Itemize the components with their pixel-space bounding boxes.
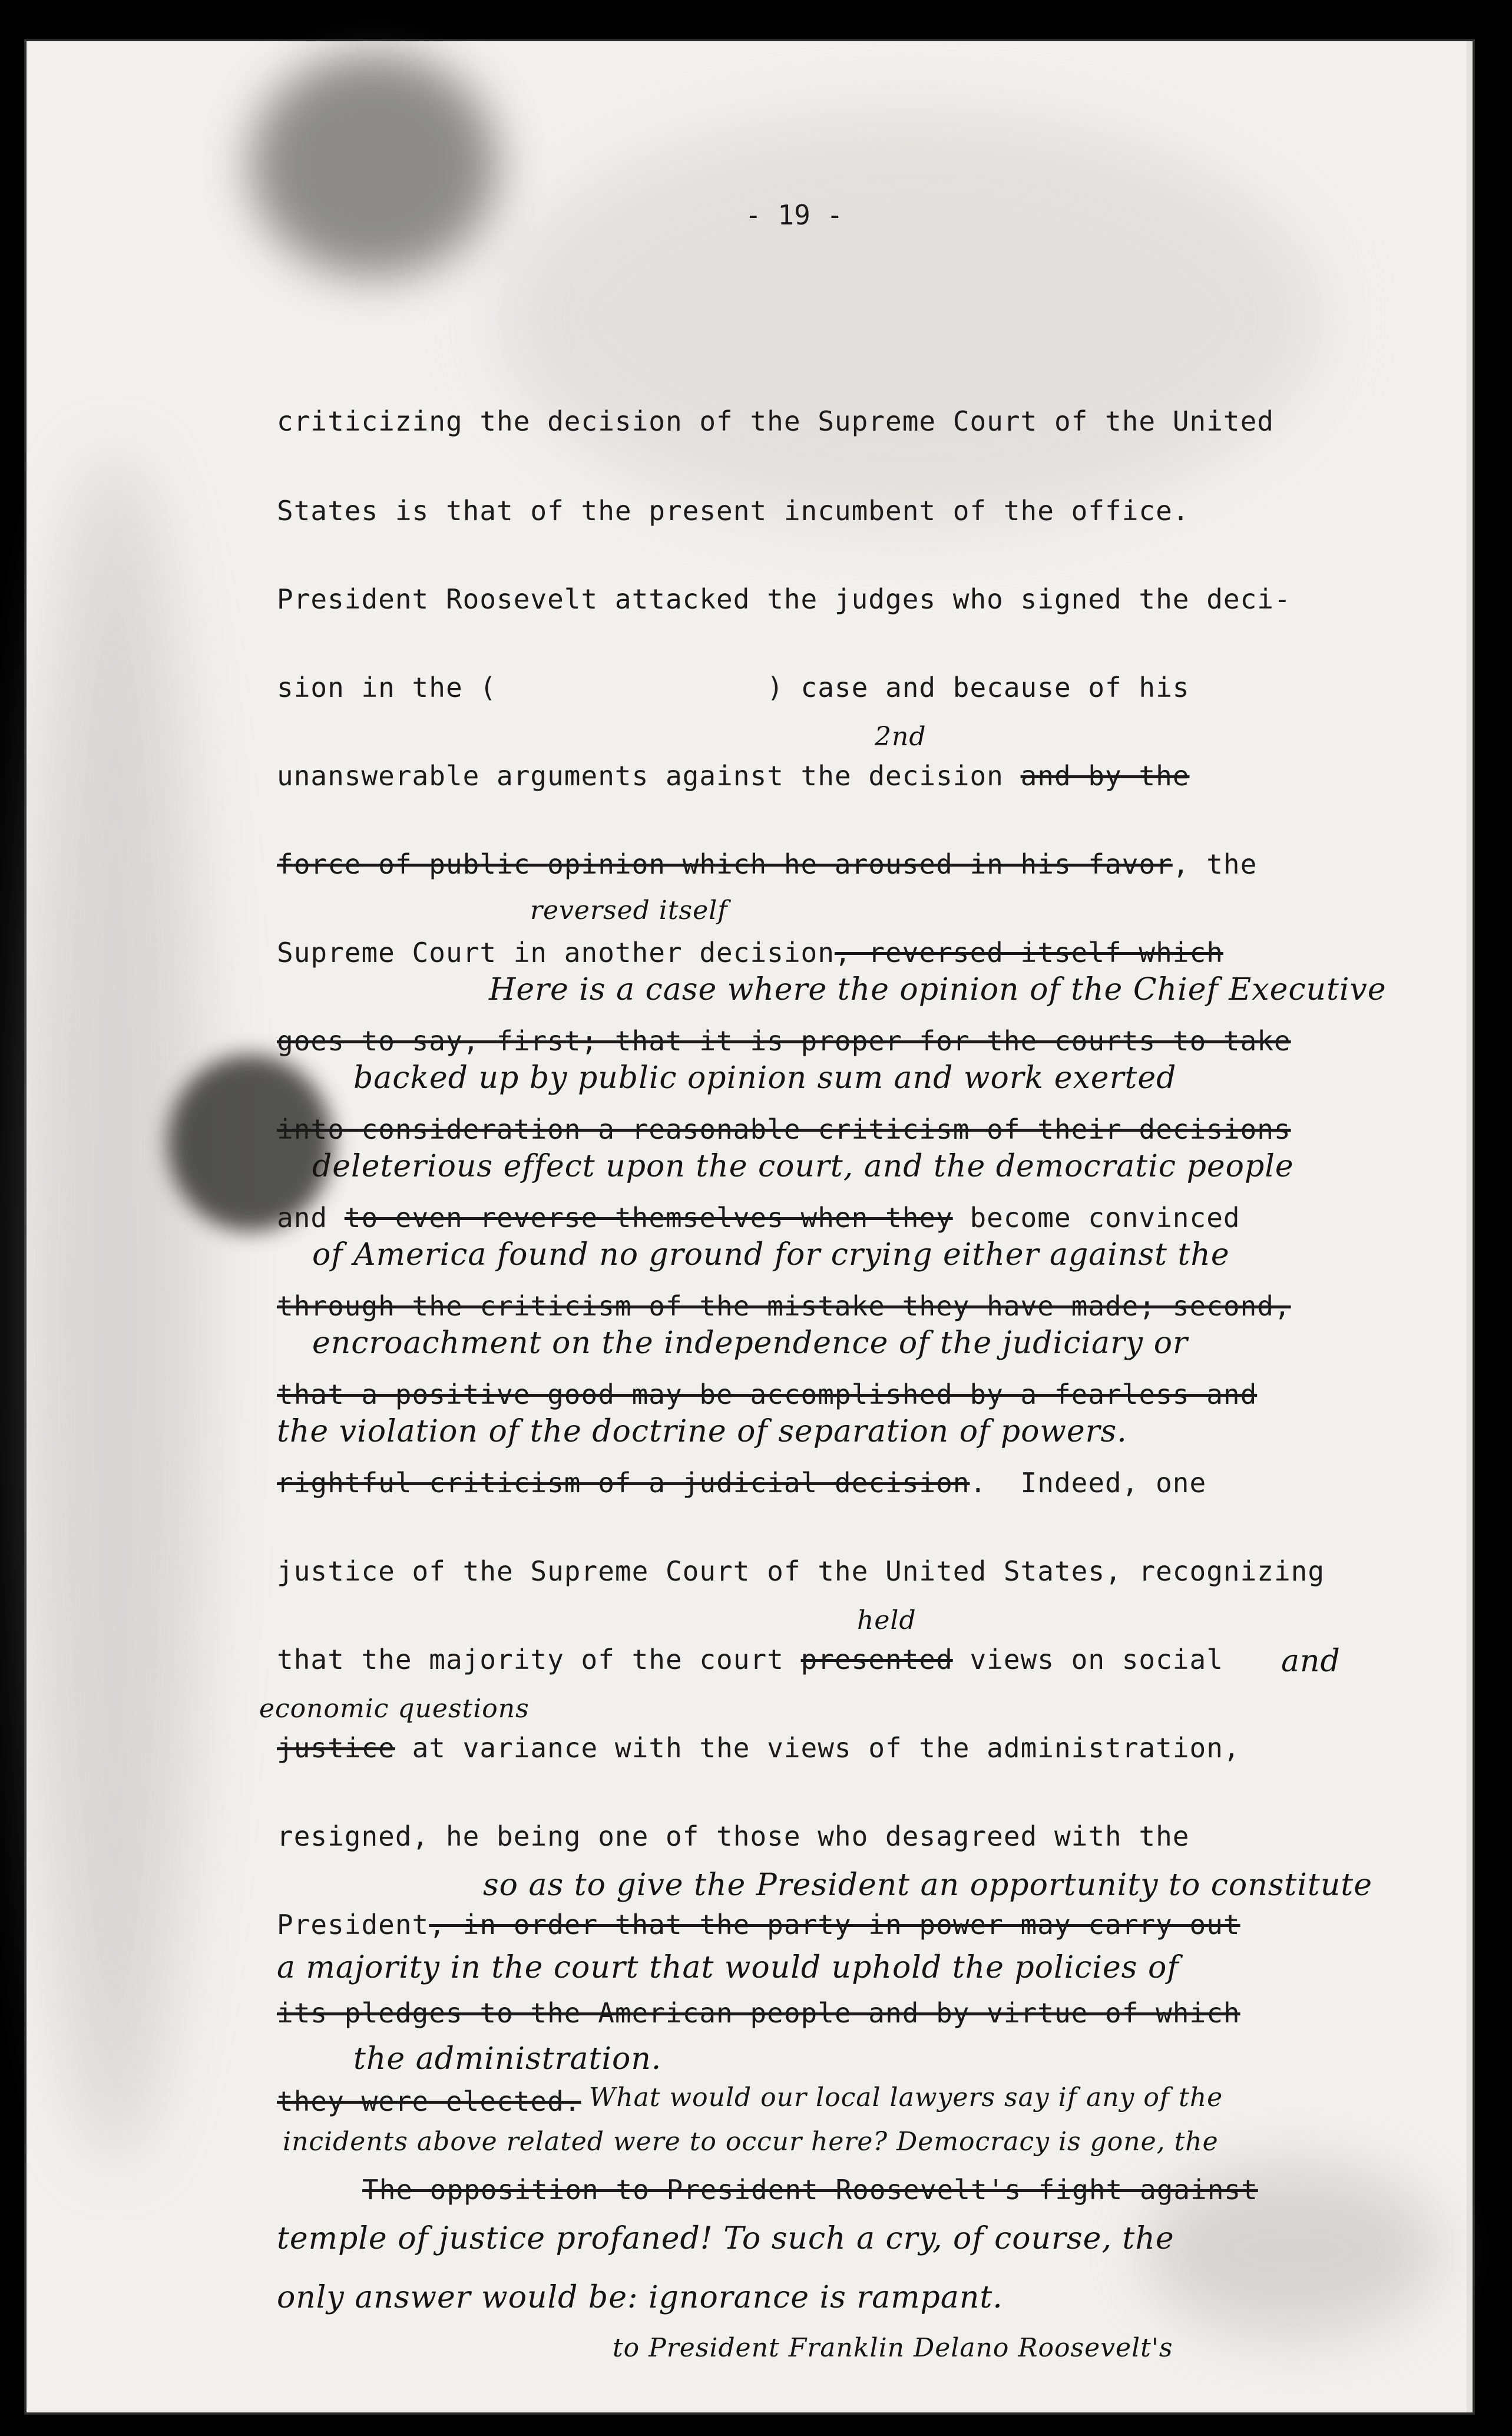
typed-line xyxy=(277,1644,1223,1675)
typed-line xyxy=(277,937,1223,969)
handwritten-insert: reversed itself xyxy=(530,895,728,926)
handwritten-line: incidents above related were to occur here? Democracy is gone, the xyxy=(283,2127,1219,2157)
handwritten-line: Here is a case where the opinion of the Chief Executive xyxy=(489,972,1387,1007)
typed-line: into consideration a reasonable criticism of their decisions xyxy=(277,1113,1291,1145)
handwritten-line: of America found no ground for crying either against the xyxy=(312,1237,1230,1272)
struck-text: goes to say, xyxy=(277,1025,497,1057)
typed-line: criticizing the decision of the Supreme Court of the United xyxy=(277,405,1274,437)
struck-text: force of public opinion which he aroused in his favor xyxy=(277,848,1173,880)
typed-line: States is that of the present incumbent of the office. xyxy=(277,495,1190,527)
text: and xyxy=(277,1202,345,1234)
stain xyxy=(27,454,203,2162)
text: President xyxy=(277,1909,429,1941)
handwritten-insert: economic questions xyxy=(259,1694,530,1724)
typed-line xyxy=(277,1909,1240,1941)
handwritten-line: temple of justice profaned! To such a cry, of course, the xyxy=(277,2221,1174,2256)
handwritten-insert: and xyxy=(1281,1644,1341,1679)
typed-line: through the criticism of the mistake they have made; second, xyxy=(277,1290,1291,1322)
struck-text: and by the xyxy=(1020,760,1190,792)
typed-line: justice of the Supreme Court of the United States, recognizing xyxy=(277,1555,1325,1587)
handwritten-line: only answer would be: ignorance is rampant. xyxy=(277,2280,1003,2315)
handwritten-line: What would our local lawyers say if any of the xyxy=(589,2083,1223,2113)
handwritten-line: deleterious effect upon the court, and the democratic people xyxy=(312,1149,1294,1184)
typed-line: resigned, he being one of those who desagreed with the xyxy=(277,1820,1190,1852)
struck-text: rightful criticism of a judicial decision xyxy=(277,1467,970,1499)
typed-line xyxy=(277,760,1190,792)
typed-line: they were elected. xyxy=(277,2085,581,2117)
typed-line xyxy=(277,848,1257,880)
typed-line xyxy=(277,1025,1291,1057)
handwritten-line: so as to give the President an opportunity to constitute xyxy=(483,1868,1372,1903)
handwritten-insert: held xyxy=(857,1605,917,1635)
struck-text: presented xyxy=(800,1644,953,1675)
text: that the majority of the court xyxy=(277,1644,801,1675)
typed-line: sion in the ( ) case and because of his xyxy=(277,672,1190,703)
text: unanswerable arguments against the xyxy=(277,760,869,792)
ink-smudge xyxy=(250,53,498,277)
handwritten-line: the violation of the doctrine of separation of powers. xyxy=(277,1414,1127,1449)
typed-line: President Roosevelt attacked the judges who signed the deci- xyxy=(277,583,1291,615)
typed-line: its pledges to the American people and by virtue of which xyxy=(277,1997,1240,2029)
struck-text: first; that it is proper for the courts to take xyxy=(497,1025,1291,1057)
text: , the xyxy=(1172,848,1258,880)
struck-text: justice xyxy=(277,1732,395,1764)
text: decision xyxy=(868,760,1021,792)
text: at variance with the views of the administration, xyxy=(395,1732,1240,1764)
typed-line xyxy=(277,1467,1206,1499)
handwritten-insert: 2nd xyxy=(875,722,927,752)
stain xyxy=(498,112,1322,524)
struck-text: , reversed itself which xyxy=(834,937,1223,969)
text: . Indeed, one xyxy=(970,1467,1207,1499)
handwritten-line: a majority in the court that would uphold the policies of xyxy=(277,1950,1179,1985)
struck-text: to even reverse themselves when they xyxy=(344,1202,953,1234)
page-number: - 19 - xyxy=(745,199,843,231)
typed-line: that a positive good may be accomplished by a fearless and xyxy=(277,1379,1258,1410)
text: views on social xyxy=(952,1644,1223,1675)
struck-text: , in order that the party in power may carry out xyxy=(429,1909,1240,1941)
text: Supreme Court in another decision xyxy=(277,937,835,969)
typed-line xyxy=(277,1732,1240,1764)
handwritten-line: encroachment on the independence of the judiciary or xyxy=(312,1326,1188,1361)
text: become convinced xyxy=(952,1202,1240,1234)
typed-line xyxy=(277,1202,1240,1234)
handwritten-line: to President Franklin Delano Roosevelt's xyxy=(613,2333,1173,2363)
typed-line: The opposition to President Roosevelt's fight against xyxy=(362,2174,1258,2206)
handwritten-line: backed up by public opinion sum and work exerted xyxy=(353,1060,1177,1096)
handwritten-line: the administration. xyxy=(353,2041,662,2077)
